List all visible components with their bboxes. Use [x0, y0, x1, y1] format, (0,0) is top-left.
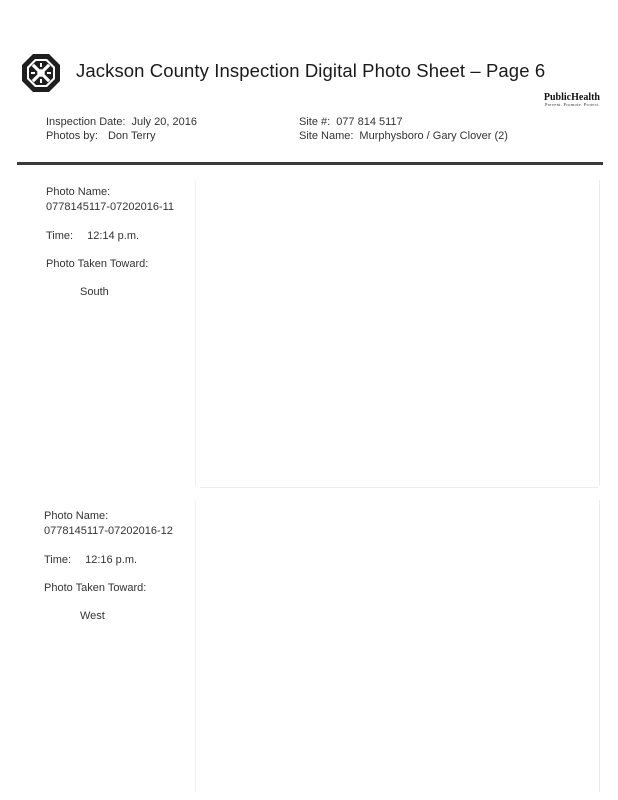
photo-edge-1 [200, 487, 598, 488]
header-divider [17, 162, 603, 165]
page-title: Jackson County Inspection Digital Photo Sheet – Page 6 [76, 60, 546, 81]
photo-area-2 [195, 500, 600, 792]
photos-by-label: Photos by: [46, 130, 98, 142]
photo-area-1 [195, 180, 600, 485]
brand-tagline: Prevent. Promote. Protect. [544, 102, 600, 107]
photo-2-time-value: 12:16 p.m. [85, 554, 138, 566]
photo-1-name-value: 0778145117-07202016-11 [46, 201, 175, 213]
photo-1-toward-value: South [80, 286, 109, 298]
photo-2-name-label: Photo Name: [44, 510, 109, 522]
inspection-date-value: July 20, 2016 [131, 116, 197, 128]
photo-1-time-row [46, 230, 139, 242]
brand-name: PublicHealth [543, 92, 600, 103]
inspection-date-label: Inspection Date: [46, 116, 126, 128]
public-health-brand [524, 92, 600, 107]
photo-2-toward-label: Photo Taken Toward: [44, 582, 147, 594]
photo-1-toward-label: Photo Taken Toward: [46, 258, 149, 270]
site-name-label: Site Name: [299, 130, 354, 142]
photos-by-row [46, 130, 155, 142]
site-name-value: Murphysboro / Gary Clover (2) [359, 130, 508, 142]
county-seal-icon [20, 52, 62, 94]
photo-2-name-value: 0778145117-07202016-12 [44, 525, 173, 537]
site-number-row [299, 116, 403, 128]
photo-1-name-label: Photo Name: [46, 186, 111, 198]
site-number-label: Site #: [299, 116, 331, 128]
photo-2-time-label: Time: [44, 554, 72, 566]
photos-by-value: Don Terry [107, 130, 156, 142]
photo-2-toward-value: West [80, 610, 105, 622]
photo-2-time-row [44, 554, 137, 566]
photo-1-time-value: 12:14 p.m. [87, 230, 140, 242]
photo-1-time-label: Time: [46, 230, 74, 242]
site-name-row [299, 130, 508, 142]
inspection-date-row [46, 116, 197, 128]
site-number-value: 077 814 5117 [336, 116, 403, 128]
